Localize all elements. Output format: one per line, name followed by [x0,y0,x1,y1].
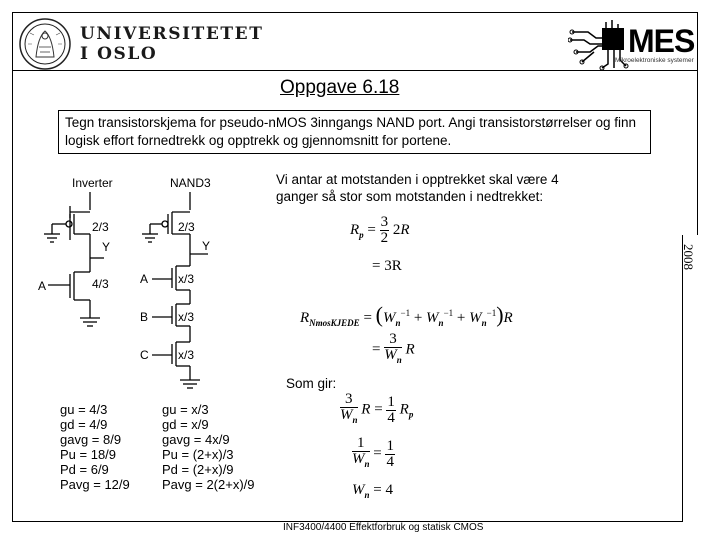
nand3-output-label: Y [202,239,211,253]
nand3-pmos-size: 2/3 [178,220,195,234]
inverter-effort-pd: Pd = 6/9 [60,462,109,477]
equation-rn-chain: $R_{NmosKJEDE} = (W_n^{-1} + W_n^{-1} + W_n^{-1})R$ [300,302,513,328]
footer-text: INF3400/4400 Effektforbruk og statisk CMOS [283,522,484,533]
mes-subtitle: Mikroelektroniske systemer [615,57,694,64]
nand3-effort-pd: Pd = (2+x)/9 [162,462,234,477]
equation-3-over-wn: = $\frac{3}{W_n}$ R [372,331,415,365]
inverter-effort-list [60,402,130,492]
nand3-effort-list [162,402,255,492]
inverter-input-label: A [38,279,47,293]
nand3-effort-gd: gd = x/9 [162,417,209,432]
inverter-nmos-size: 4/3 [92,277,109,291]
inverter-effort-pu: Pu = 18/9 [60,447,117,462]
inverter-effort-gavg: gavg = 8/9 [60,432,122,447]
university-line1: UNIVERSITETET [80,24,264,44]
equation-rp: $R_p$ = $\frac{3}{2}$ 2R [350,214,410,246]
nand3-effort-gavg: gavg = 4x/9 [162,432,230,447]
equation-3r: = 3R [372,258,402,274]
equation-result-2: $\frac{1}{W_n}$ = $\frac{1}{4}$ [352,435,394,470]
equation-result-1: $\frac{3}{W_n}$ R = $\frac{1}{4}$ $R_p$ [340,391,414,426]
page-title: Oppgave 6.18 [280,77,400,98]
university-seal-icon [18,17,74,71]
task-description: Tegn transistorskjema for pseudo-nMOS 3inngangs NAND port. Angi transistorstørrelser og finn logisk effort fornedtrekk og opptrekk og gjennomsnitt for portene. [58,110,651,154]
inverter-effort-gd: gd = 4/9 [60,417,108,432]
nand3-nmos-size-c: x/3 [178,348,195,362]
inverter-effort-gu: gu = 4/3 [60,402,108,417]
nand3-input-c: C [140,348,149,362]
university-line2: I OSLO [80,44,158,64]
inverter-output-label: Y [102,240,111,254]
mes-logo-text: MES [628,23,695,59]
nand3-nmos-size-a: x/3 [178,272,195,286]
equation-result-3: $W_n = 4$ [352,482,393,500]
nand3-label: NAND3 [170,176,211,190]
nand3-effort-pu: Pu = (2+x)/3 [162,447,234,462]
nand3-input-b: B [140,310,149,324]
nand3-nmos-size-b: x/3 [178,310,195,324]
nand3-effort-gu: gu = x/3 [162,402,209,417]
university-name [80,24,264,64]
inverter-label: Inverter [72,176,113,190]
inverter-effort-pavg: Pavg = 12/9 [60,477,130,492]
som-gir-label: Som gir: [286,376,337,391]
assumption-text: Vi antar at motstanden i opptrekket skal være 4 ganger så stor som motstanden i nedtrekket: [276,172,559,204]
transistor-schematics [30,170,250,400]
nand3-input-a: A [140,272,149,286]
sidebar-year: 2008 [681,244,696,270]
nand3-effort-pavg: Pavg = 2(2+x)/9 [162,477,255,492]
inverter-pmos-size: 2/3 [92,220,109,234]
